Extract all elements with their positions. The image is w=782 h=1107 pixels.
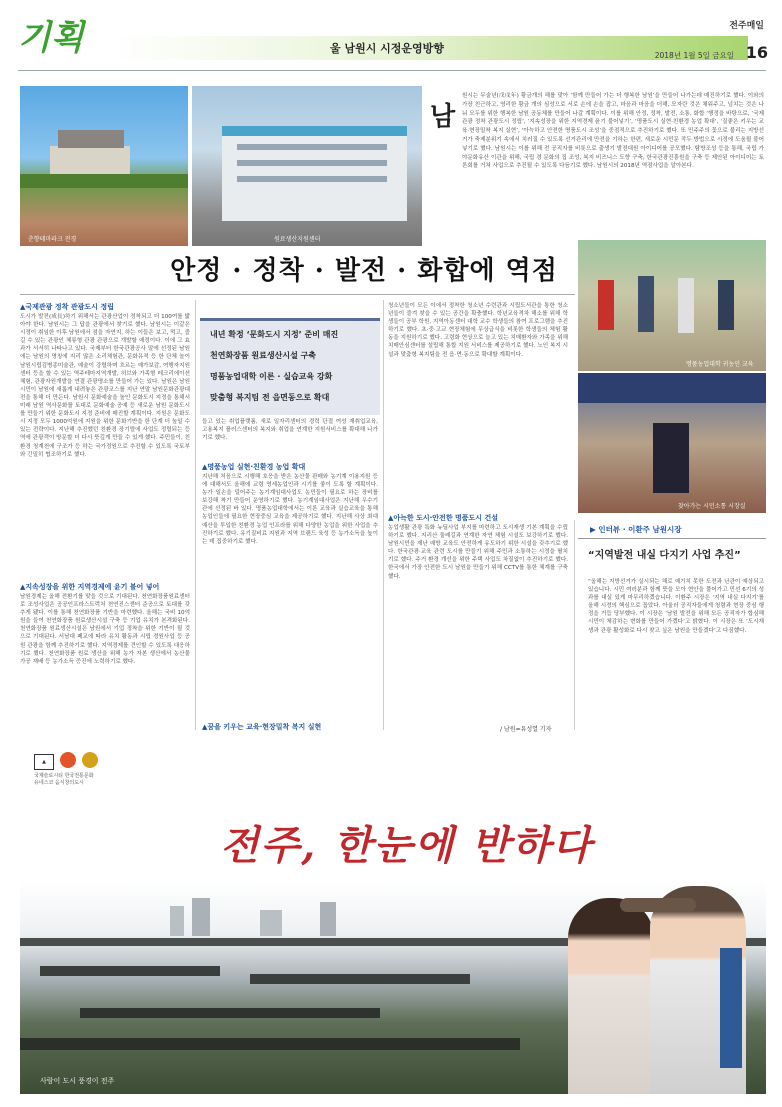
col3-body-0: 청소년들이 모든 이에서 정착한 청소년 수련관과 시립도서관을 통한 청소년들이 즐겨 찾을 수 있는 공간을 확충했다. 학년교육격차 해소를 위해 학생들이 공부 학원, 지역아동센터 대학 교수 학생들의 참여 프로그램을 추진하기로 했다. 초·중·고교 현장체험에 무상급식을 비롯한 학생들의 체험 활동을 지원하기로 했다. 고령화 현상으로 늘고 있는 치매환자와 가족을 위해 치매안심센터를 설립해 통합 지원 서비스를 제공하기로 했다. 노인 복지 시설과 맞춤형 복지팀을 전 읍·면·동으로 확대할 계획이다. bbox=[388, 303, 568, 358]
highlight-item: 천연화장품 원료생산시설 구축 bbox=[210, 351, 317, 360]
col1-body-2: 남원경제는 올해 전환기를 맞을 것으로 기대된다. 천연화장품원료센터로 조성사업은 공공인프라스트럭처 천연진스센터 준공으로 토대를 갖추게 됐다. 이를 통해 천연화장품 기반을 마련했다. 올해는 국비 10억원을 들여 천연화장품 원료생산시설 구축 등 기업 유치가 본격화된다. 천연화장품 원료생산시설은 남원에서 기업 정착을 위한 기반이 될 것으로 기대된다. 서남대 폐교에 따라 유치 활동과 시립 정원사업 등 공원 관광을 함께 추진하기로 했다. 지역경제를 견인할 수 있도록 대응하기로 했다. 천연화장품 원료 생산을 위해 농가 자본 생산에서 농산물 가공 재배 등 농가소득 증진에 노력하기로 했다. bbox=[20, 594, 190, 665]
photo-farm-school bbox=[578, 240, 766, 371]
issue-date: 2018년 1월 5일 금요일 bbox=[654, 51, 734, 60]
photo-caption: 원료생산지원센터 bbox=[274, 236, 321, 243]
page-header bbox=[0, 0, 782, 84]
newspaper-name: 전주매일 bbox=[729, 21, 764, 31]
highlight-item: 내년 확정 ‘문화도시 지정’ 준비 매진 bbox=[210, 330, 339, 339]
banner-title: 울 남원시 시정운영방향 bbox=[330, 42, 444, 55]
intro-text: 원시는 무술년(戊戌年) 황금개의 해를 맞아 ‘함께 만들어 가는 더 행복한 남원’을 만들어 나가는데 매진하기로 했다. 이와의 가장 친근하고, 영리한 황금 개의 심성으로 서로 손에 손을 잡고, 마음과 마음을 더해, 모자란 것은 채워주고, 넘치는 것은 나눠 모두를 위한 행복한 남원 공동체를 만들어 나갈 계획이다. 이를 위해 안정, 정착, 발전, 소통, 화합 ‘행정을 바탕으로, ‘국제관광 정착 관광도시 정립’, ‘지속성장을 위한 지역경제 윤기 불어넣기’, ‘명품도시 실현·친환경 농업 확대’, ‘질좋은 키우는 교육·현장밀착 복지 실현’, ‘아늑하고 안전한 명품도시 조성’을 중점적으로 추진하기로 했다. 또 민주주의 꽃으로 불리는 지방선거가 축제분위기 속에서 치러질 수 있도록 선거관리에 만전을 기하는 한편, 새로운 시민문 작두 방법으로 시정에 도움될 불어넣기로 했다. 남원시는 이를 위해 전 공직자를 비롯으로 출생기 발전대원 아이디어를 공모했다. 탐방조성 등을 통해, 국립 가야문화유산 이관을 위해, 국립 경 문화의 집 조성, 복지 비즈니스 도향 구축, 한국관광진흥원을 구축 등 제안된 아이디어는 토론회를 거쳐 사업으로 추진될 수 있도록 다듬기로 했다. 남원시의 2018년 역점사업을 알아본다. bbox=[462, 93, 764, 170]
slow-city-logo bbox=[60, 752, 76, 768]
col1-heading-2: ▲지속성장을 위한 지역경제에 윤기 불어 넣어 bbox=[20, 583, 160, 591]
highlight-box bbox=[200, 318, 380, 415]
reporter-signature: / 남원=유성열 기자 bbox=[500, 726, 552, 733]
interview-quote: “지역발전 내실 다지기 사업 추진” bbox=[588, 550, 741, 561]
col1-heading-1: ▲국제관광 정착 관광도시 정립 bbox=[20, 303, 114, 311]
ad-org-line-2: 유네스코 음식창의도시 bbox=[34, 780, 84, 786]
col2-heading-1: ▲명품농업 실현·친환경 농업 확대 bbox=[202, 463, 306, 471]
photo-town-hall bbox=[578, 373, 766, 513]
headline: 안정 · 정착 · 발전 · 화합에 역점 bbox=[170, 256, 558, 286]
photo-caption: 춘향테마파크 전경 bbox=[28, 236, 77, 243]
ad-woman bbox=[568, 898, 654, 1094]
col1-body-1: 도시가 발전(成長)하기 위해서는 관광산업이 정착되고 더 100여를 밟아야 한다. 남원시는 그 답을 관광에서 찾기로 했다. 남원시는 이같은 시정이 취임한 이후 남원에서 점을 자연지, 하는 이들은 보고, 먹고, 즐길 수 있는 관광인 체류형 관광 관광으로 개발할 예정이다. 이에 그 효과가 서서히 나타나고 있다. 국제부터 한국관광공사 말에 선정된 남원에는 남원의 명칭에 지리 많은 소리체험관, 문화유적 등 한 단체 놀이 남원시립김병종미술관, 예술이 강렬하며 흐르는 예가보감, 여행자지원센터 등을 할 수 있는 역주테마지역개발, 허브와 가족형 레크리에이션체험, 관광자원개발을 연결 관광명소를 만들어 가는 있다. 남원은 남원시민이 남원에 새롭게 내려놓은 관광코스를 지난 연말 남원문화관광대전을 통해 더 만든다. 남원시 문화예술을 높인 문화도시 지정을 통해서 미래 남원 역사문화를 토대로 문화예술·공예 등 새로운 남원 문화도시를 만들기 위한 문화도시 지정 준비에 매진할 계획이다. 지원은 문화도시 지정 모두 1000억원에 지원을 위한 문화기반을 한 단계 더 높일 수 있는 전략이다. 지난해 추진했던 친환경 장기렬에 사업도 정렬되는 등 역에 관광객이 방문할 더 다시 뜻깊게 만들 수 있게 했다. 주민들이, 친환경 청계천에 구조가 등 하는 국가정원으로 추진할 수 있도록 국토부와 긴밀히 협조하기로 했다. bbox=[20, 314, 190, 458]
col2-heading-2: ▲꿈을 키우는 교육·현장밀착 복지 실현 bbox=[202, 723, 322, 731]
col2-body-1: 지난해 처음으로 시행해 호응을 받은 농산물 판매와 농기계 이용지원 등에 대해서도 올해에 교령 영세농업인과 시기를 좋이 도록 할 계획이다. 농가 일손을 덜어주는 농기계임대사업도 농민들이 필요로 하는 장비를 보강해 착기 만들어 운영하기로 했다. 농기계임대사업은 지난해 우수기관에 선정된 바 있다. 명품농업대학에서는 이론 교육과 실습교육을 통해 농업인들에 필요한 현장중심 교육을 제공하기로 했다. 지난해 사상 최대 예산을 투입한 친환경 농업 인프라를 위해 다양한 농업을 위한 사업을 추진하기로 했다. 유기질비료 지원과 지역 브랜드 육성 등 농가소득을 높이는 데 집중하기로 했다. bbox=[202, 474, 378, 545]
ad-caption: 사람이 도시 풍경이 전주 bbox=[40, 1077, 115, 1085]
header-rule bbox=[18, 70, 766, 71]
ad-slogan: 전주, 한눈에 반하다 bbox=[220, 822, 593, 869]
interview-body: “올해는 지방선거가 실시되는 해로 예기치 못한 도전과 난관이 예상되고 있습니다. 시민 여러분과 함께 뜻을 모아 현안을 풀어가고 민선 6기의 성과를 내실 있게 마무리하겠습니다. 이환주 시장은 ‘지역 내실 다지기’를 올해 시정의 핵심으로 꼽았다. 아울러 공직자들에게 청렴과 현장 중심 행정을 거듭 당부했다. 이 시장은 ‘남원 발전을 위해 모든 공직자가 합심해 시민이 체감하는 변화를 만들어 가겠다’고 밝혔다. 이 시장은 또 ‘도시재생과 관광 활성화로 다시 찾고 싶은 남원을 만들겠다’고 다짐했다. bbox=[588, 579, 764, 634]
col2-body-0: 들고 있는 취업플랫폼, 새로 일자리센터의 경력 단절 여성 재취업교육, 고용복지 플러스센터의 복지와 취업을 연계한 지원서비스를 확대해 나가기로 했다. bbox=[202, 419, 378, 442]
jeonju-ad bbox=[20, 738, 766, 1094]
intro-dropcap: 남 bbox=[430, 102, 456, 132]
photo-caption: 찾아가는 시민소통 시장실 bbox=[678, 503, 746, 510]
col3-heading-1: ▲아늑한 도시·안전한 명품도시 건설 bbox=[388, 514, 499, 522]
page-number: 16 bbox=[745, 43, 768, 62]
highlight-item: 맞춤형 복지팀 전 읍면동으로 확대 bbox=[210, 393, 330, 402]
col3-body-1: 농업생활 관광 특화 뉴딜사업 부지를 마련하고 도시재생 기본 계획을 수립하기로 했다. 지리산 둘레길과 연계한 자연 체험 시설도 보강하기로 했다. 남원시민을 재난 예방 교육도 안전하게 유도하기 위한 시설을 갖추기로 했다. 한국관광·교육 관련 도시를 만들기 위해 주민과 소통하는 시정을 펼치기로 했다. 주거 환경 개선을 위한 주택 사업도 차질없이 추진하기로 했다. 한국에서 가장 안전한 도시 남원을 만들기 위해 CCTV를 통한 체계를 구축했다. bbox=[388, 525, 568, 580]
unesco-logo: ▲ bbox=[34, 754, 54, 770]
interview-label: ▶ 인터뷰 · 이환주 남원시장 bbox=[590, 525, 682, 534]
photo-theme-park bbox=[20, 86, 188, 246]
photo-material-center bbox=[192, 86, 422, 246]
food-city-logo bbox=[82, 752, 98, 768]
highlight-item: 명품농업대학 이론 · 실습교육 강화 bbox=[210, 372, 333, 381]
ad-org-line-1: 국제슬로시티 한국전통문화 bbox=[34, 773, 94, 779]
photo-caption: 명품농업대학 귀농인 교육 bbox=[686, 361, 754, 368]
section-tag: 기획 bbox=[18, 18, 84, 58]
